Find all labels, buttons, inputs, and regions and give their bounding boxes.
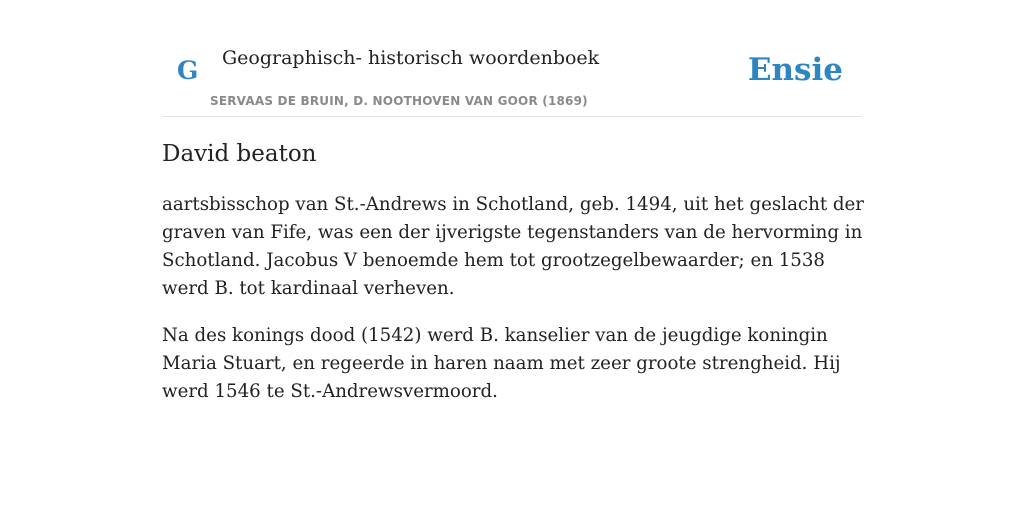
ensie-logo-link[interactable]: Ensie <box>747 52 843 88</box>
book-header <box>162 0 862 117</box>
book-logo-icon[interactable]: G <box>177 56 199 85</box>
book-title-link[interactable]: Geographisch- historisch woordenboek <box>222 47 600 69</box>
entry-content <box>162 136 866 425</box>
entry-paragraph: Na des konings dood (1542) werd B. kanselier van de jeugdige koningin Maria Stuart, en regeerde in haren naam met zeer groote strengheid. Hij werd 1546 te St.-Andrewsvermoord. <box>162 325 841 402</box>
entry-title: David beaton <box>162 141 317 167</box>
book-authors: SERVAAS DE BRUIN, D. NOOTHOVEN VAN GOOR (1869) <box>210 94 588 108</box>
entry-paragraph: aartsbisschop van St.-Andrews in Schotland, geb. 1494, uit het geslacht der graven van Fife, was een der ijverigste tegenstanders van de hervorming in Schotland. Jacobus V benoemde hem tot grootzegelbewaarder; en 1538 werd B. tot kardinaal verheven. <box>162 194 865 299</box>
